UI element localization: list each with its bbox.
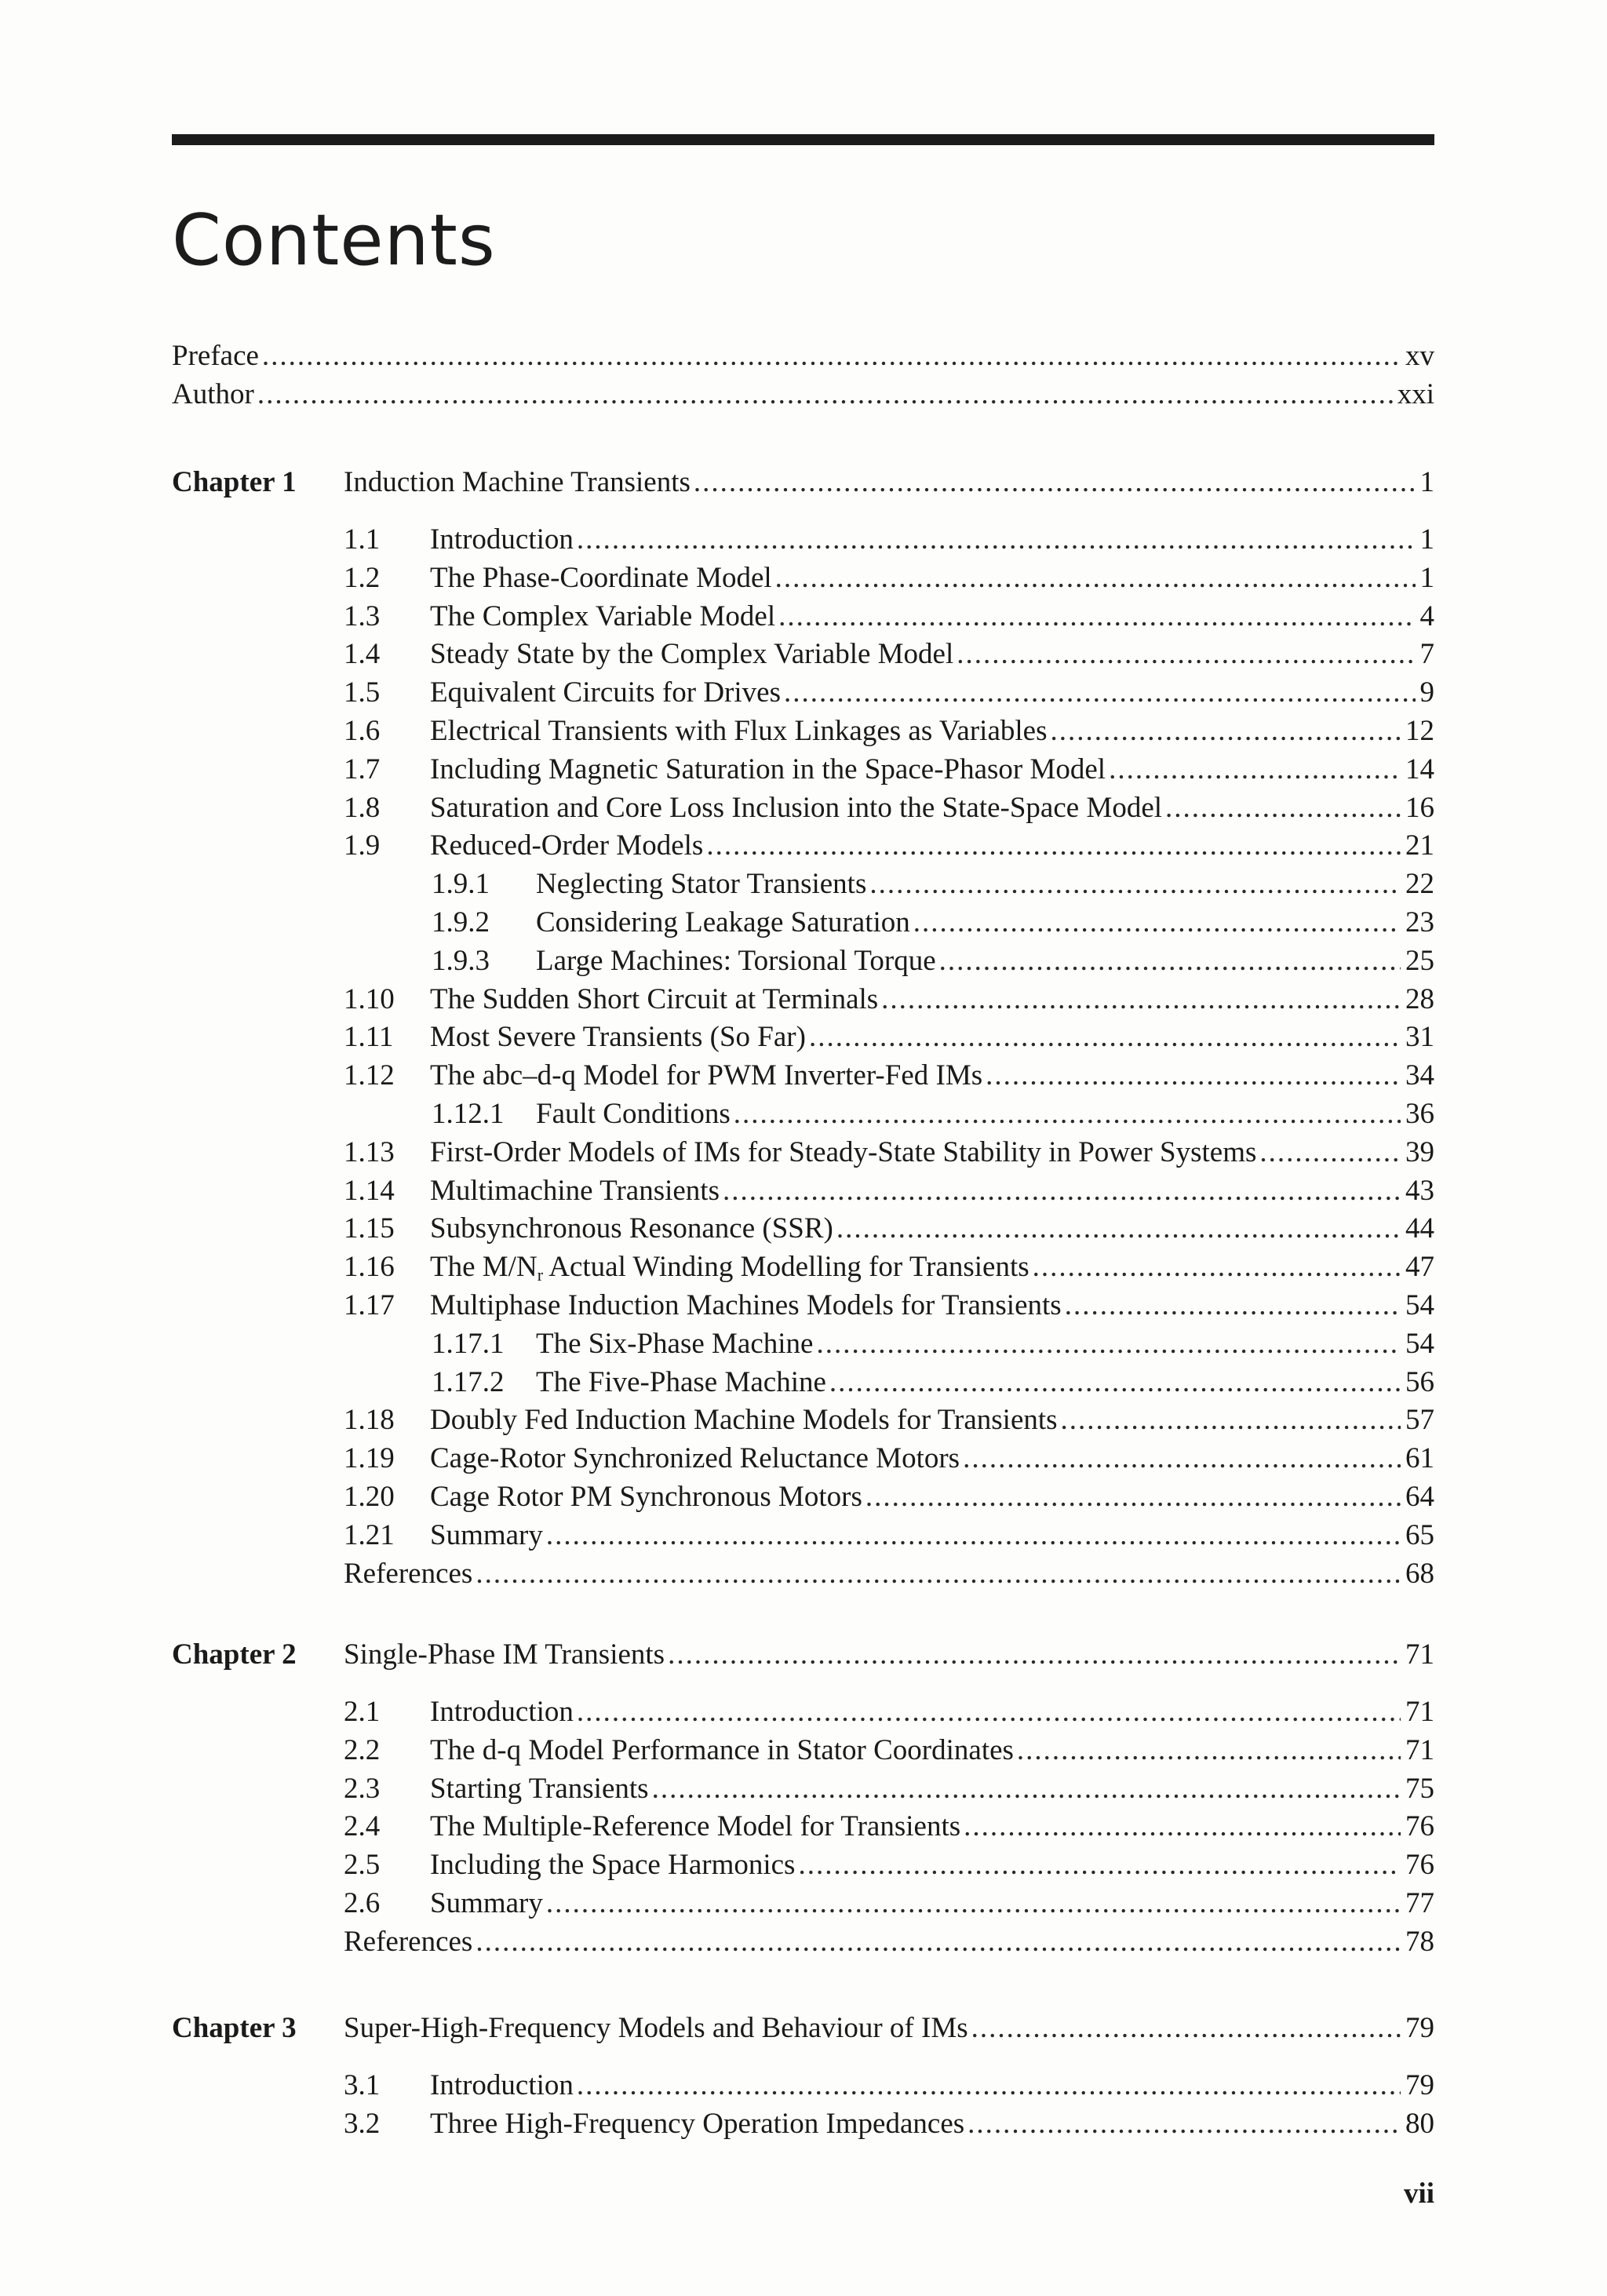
page-reference: 76 [1405,1810,1434,1843]
page-reference: 16 [1405,791,1434,824]
entry-title [430,1693,574,1731]
title-text: Including Magnetic Saturation in the Space-Phasor Model [430,753,1106,785]
page-reference: 1 [1419,466,1434,498]
page-reference: 56 [1405,1365,1434,1398]
page-number: vii [1403,2178,1434,2210]
page-reference: 79 [1405,2069,1434,2101]
title-text: Author [172,378,254,410]
toc-section-entry [344,827,1434,865]
toc-section-entry [344,1287,1434,1325]
title-text: Steady State by the Complex Variable Model [430,638,954,671]
dot-leader [546,1885,1401,1922]
page-reference: 76 [1405,1849,1434,1882]
toc-section-entry [344,1440,1434,1478]
toc-section-entry [344,1248,1434,1286]
entry-title [430,1440,960,1478]
page-reference: 78 [1405,1925,1434,1958]
title-text: Summary [430,1887,543,1919]
page-reference: 21 [1405,829,1434,862]
entry-title [430,1401,1058,1439]
dot-leader [816,1325,1401,1363]
dot-leader [577,521,1416,559]
section-number: 2.6 [344,1887,381,1919]
toc-section-entry [344,1057,1434,1095]
toc-section-entry [344,1134,1434,1172]
toc-references-entry [344,1923,1434,1961]
entry-title [430,674,781,712]
section-number: 1.9.2 [432,906,490,938]
title-text: Multimachine Transients [430,1174,720,1207]
page-reference: 4 [1419,600,1434,632]
entry-title [430,1885,543,1922]
section-number: 1.6 [344,715,381,747]
page-reference: 1 [1419,523,1434,556]
section-number: 2.1 [344,1696,381,1728]
dot-leader [865,1478,1401,1516]
toc-subsection-entry [432,1325,1434,1363]
dot-leader [1259,1134,1401,1172]
section-number: 1.20 [344,1481,395,1513]
dot-leader [784,674,1416,712]
page-reference: 28 [1405,982,1434,1015]
dot-leader [869,866,1401,903]
toc-section-entry [344,712,1434,750]
title-text: Large Machines: Torsional Torque [536,944,936,977]
dot-leader [694,464,1416,501]
title-text: The Five-Phase Machine [536,1365,826,1398]
entry-title [430,636,953,673]
entry-title [536,1364,826,1401]
dot-leader [963,1440,1401,1478]
dot-leader [1017,1732,1401,1769]
entry-title [430,1846,795,1884]
page-reference: 7 [1419,638,1434,671]
title-text: Actual Winding Modelling for Transients [543,1251,1029,1284]
entry-title [430,1808,960,1846]
page-reference: 14 [1405,753,1434,785]
entry-title [430,712,1047,750]
title-text: References [344,1925,473,1958]
section-number: 1.18 [344,1404,395,1437]
chapter-title-entry [344,1636,1434,1674]
section-number: 1.7 [344,753,381,785]
toc-section-entry [344,1401,1434,1439]
page-reference: 22 [1405,868,1434,901]
section-number: 3.1 [344,2069,381,2101]
dot-leader [1065,1287,1401,1325]
title-text: The abc–d-q Model for PWM Inverter-Fed IMs [430,1059,983,1092]
dot-leader [967,2105,1401,2143]
section-number: 1.2 [344,561,381,594]
dot-leader [957,636,1415,673]
dot-leader [798,1846,1401,1884]
title-text: Subsynchronous Resonance (SSR) [430,1212,833,1245]
section-number: 1.9 [344,829,381,862]
title-text: The Sudden Short Circuit at Terminals [430,982,879,1015]
dot-leader [577,2067,1401,2105]
title-text: Super-High-Frequency Models and Behaviour of IMs [344,2012,968,2044]
title-text: The Complex Variable Model [430,600,776,632]
title-text: Introduction [430,2069,574,2101]
title-text: Preface [172,340,259,372]
toc-section-entry [344,1808,1434,1846]
toc-front-matter-entry [172,376,1434,414]
title-text: Cage-Rotor Synchronized Reluctance Motors [430,1442,960,1475]
title-text: Fault Conditions [536,1098,731,1130]
toc-section-entry [344,1693,1434,1731]
toc-section-entry [344,598,1434,636]
entry-title [430,1134,1256,1172]
entry-title [430,1732,1014,1769]
toc-references-entry [344,1555,1434,1593]
section-number: 1.17.2 [432,1365,505,1398]
page-reference: 57 [1405,1404,1434,1437]
title-text: Neglecting Stator Transients [536,868,867,901]
section-number: 3.2 [344,2107,381,2140]
entry-title [344,1923,472,1961]
dot-leader [734,1095,1401,1133]
toc-section-entry [344,2067,1434,2105]
dot-leader [986,1057,1401,1095]
entry-title [172,337,259,375]
page-reference: 31 [1405,1021,1434,1054]
section-number: 1.17.1 [432,1327,505,1360]
page-reference: 68 [1405,1557,1434,1590]
title-text: The Phase-Coordinate Model [430,561,772,594]
page-reference: 23 [1405,906,1434,938]
section-number: 1.13 [344,1135,395,1168]
entry-title [430,1172,720,1210]
dot-leader [809,1019,1401,1056]
title-text: Most Severe Transients (So Far) [430,1021,806,1054]
toc-section-entry [344,636,1434,673]
title-text: References [344,1557,473,1590]
toc-section-entry [344,2105,1434,2143]
section-number: 1.12 [344,1059,395,1092]
title-text: The Six-Phase Machine [536,1327,814,1360]
section-number: 1.16 [344,1251,395,1284]
title-text: First-Order Models of IMs for Steady-State Stability in Power Systems [430,1135,1257,1168]
page-reference: xxi [1397,378,1434,410]
section-number: 1.14 [344,1174,395,1207]
page-reference: 44 [1405,1212,1434,1245]
title-subscript: r [537,1265,544,1285]
page-reference: 54 [1405,1327,1434,1360]
title-text: Induction Machine Transients [344,466,691,498]
entry-title [430,751,1106,789]
entry-title [430,1019,806,1056]
toc-section-entry [344,1517,1434,1554]
top-rule [172,134,1434,145]
dot-leader [964,1808,1401,1846]
section-number: 2.3 [344,1772,381,1805]
title-text: Introduction [430,1696,574,1728]
section-number: 2.5 [344,1849,381,1882]
dot-leader [1109,751,1401,789]
entry-title [430,1287,1062,1325]
entry-title [536,866,866,903]
section-number: 1.17 [344,1289,395,1321]
toc-section-entry [344,751,1434,789]
section-number: 1.3 [344,600,381,632]
entry-title [430,1057,982,1095]
toc-section-entry [344,1478,1434,1516]
dot-leader [476,1555,1401,1593]
title-text: Summary [430,1518,543,1551]
dot-leader [881,981,1401,1019]
entry-title [344,2010,968,2047]
dot-leader [668,1636,1401,1674]
chapter-label: Chapter 1 [172,466,297,498]
section-number: 1.21 [344,1518,395,1551]
title-text: Considering Leakage Saturation [536,906,910,938]
dot-leader [257,376,1393,414]
section-number: 1.8 [344,791,381,824]
toc-section-entry [344,1770,1434,1808]
page-reference: 75 [1405,1772,1434,1805]
toc-subsection-entry [432,904,1434,942]
title-text: Electrical Transients with Flux Linkages as Variables [430,715,1048,747]
entry-title [344,464,691,501]
title-text: Equivalent Circuits for Drives [430,676,781,709]
chapter-title-entry [344,464,1434,501]
entry-title [430,827,703,865]
page-reference: 71 [1405,1696,1434,1728]
toc-subsection-entry [432,942,1434,980]
chapter-label: Chapter 3 [172,2012,297,2044]
entry-title [430,1517,543,1554]
page-reference: 80 [1405,2107,1434,2140]
dot-leader [706,827,1401,865]
title-text: Three High-Frequency Operation Impedances [430,2107,965,2140]
entry-title [344,1555,472,1593]
page-reference: 36 [1405,1098,1434,1130]
section-number: 1.19 [344,1442,395,1475]
toc-front-matter-entry [172,337,1434,375]
page-reference: 65 [1405,1518,1434,1551]
title-text: Starting Transients [430,1772,649,1805]
toc-section-entry [344,1210,1434,1248]
title-text: Saturation and Core Loss Inclusion into the State-Space Model [430,791,1163,824]
dot-leader [577,1693,1401,1731]
toc-section-entry [344,521,1434,559]
toc-section-entry [344,1732,1434,1769]
page-reference: 71 [1405,1733,1434,1766]
dot-leader [939,942,1401,980]
entry-title [430,598,775,636]
section-number: 2.2 [344,1733,381,1766]
dot-leader [1033,1248,1401,1286]
entry-title [344,1636,665,1674]
entry-title [430,1248,1029,1286]
title-text: Including the Space Harmonics [430,1849,796,1882]
page-reference: 25 [1405,944,1434,977]
entry-title [536,1095,731,1133]
entry-title [536,904,910,942]
toc-section-entry [344,1172,1434,1210]
title-text: Reduced-Order Models [430,829,704,862]
section-number: 1.15 [344,1212,395,1245]
title-text: Single-Phase IM Transients [344,1638,665,1671]
toc-section-entry [344,1846,1434,1884]
section-number: 1.9.3 [432,944,490,977]
toc-subsection-entry [432,1095,1434,1133]
page-reference: 12 [1405,715,1434,747]
section-number: 1.9.1 [432,868,490,901]
entry-title [430,1210,833,1248]
entry-title [172,376,254,414]
title-text: Multiphase Induction Machines Models for Transients [430,1289,1062,1321]
dot-leader [652,1770,1401,1808]
dot-leader [1165,789,1401,827]
entry-title [430,1770,649,1808]
page-reference: 54 [1405,1289,1434,1321]
page-reference: 34 [1405,1059,1434,1092]
page-reference: 47 [1405,1251,1434,1284]
toc-section-entry [344,559,1434,597]
toc-section-entry [344,1019,1434,1056]
toc-section-entry [344,674,1434,712]
dot-leader [546,1517,1401,1554]
dot-leader [836,1210,1401,1248]
page-reference: 61 [1405,1442,1434,1475]
entry-title [430,521,574,559]
toc-section-entry [344,789,1434,827]
entry-title [430,559,772,597]
section-number: 1.5 [344,676,381,709]
dot-leader [1061,1401,1401,1439]
entry-title [430,1478,862,1516]
title-text: The d-q Model Performance in Stator Coordinates [430,1733,1014,1766]
section-number: 1.11 [344,1021,394,1054]
dot-leader [775,559,1416,597]
entry-title [430,789,1162,827]
entry-title [536,1325,813,1363]
dot-leader [778,598,1415,636]
section-number: 1.12.1 [432,1098,505,1130]
page-reference: xv [1405,340,1434,372]
dot-leader [913,904,1401,942]
title-text: Introduction [430,523,574,556]
dot-leader [723,1172,1401,1210]
title-text: The M/N [430,1251,537,1284]
title-text: The Multiple-Reference Model for Transients [430,1810,961,1843]
title-text: Doubly Fed Induction Machine Models for Transients [430,1404,1058,1437]
chapter-title-entry [344,2010,1434,2047]
entry-title [430,2105,964,2143]
section-number: 1.1 [344,523,381,556]
page-reference: 9 [1419,676,1434,709]
title-text: Cage Rotor PM Synchronous Motors [430,1481,862,1513]
toc-section-entry [344,1885,1434,1922]
page-reference: 1 [1419,561,1434,594]
page-reference: 77 [1405,1887,1434,1919]
page-title: Contents [172,199,496,282]
chapter-label: Chapter 2 [172,1638,297,1671]
toc-section-entry [344,981,1434,1019]
entry-title [430,2067,574,2105]
dot-leader [971,2010,1401,2047]
dot-leader [476,1923,1401,1961]
entry-title [536,942,936,980]
toc-subsection-entry [432,866,1434,903]
toc-subsection-entry [432,1364,1434,1401]
page-reference: 43 [1405,1174,1434,1207]
dot-leader [829,1364,1401,1401]
entry-title [430,981,878,1019]
page-reference: 71 [1405,1638,1434,1671]
section-number: 1.10 [344,982,395,1015]
page-reference: 64 [1405,1481,1434,1513]
dot-leader [262,337,1401,375]
section-number: 2.4 [344,1810,381,1843]
page-reference: 39 [1405,1135,1434,1168]
dot-leader [1050,712,1401,750]
page-reference: 79 [1405,2012,1434,2044]
section-number: 1.4 [344,638,381,671]
